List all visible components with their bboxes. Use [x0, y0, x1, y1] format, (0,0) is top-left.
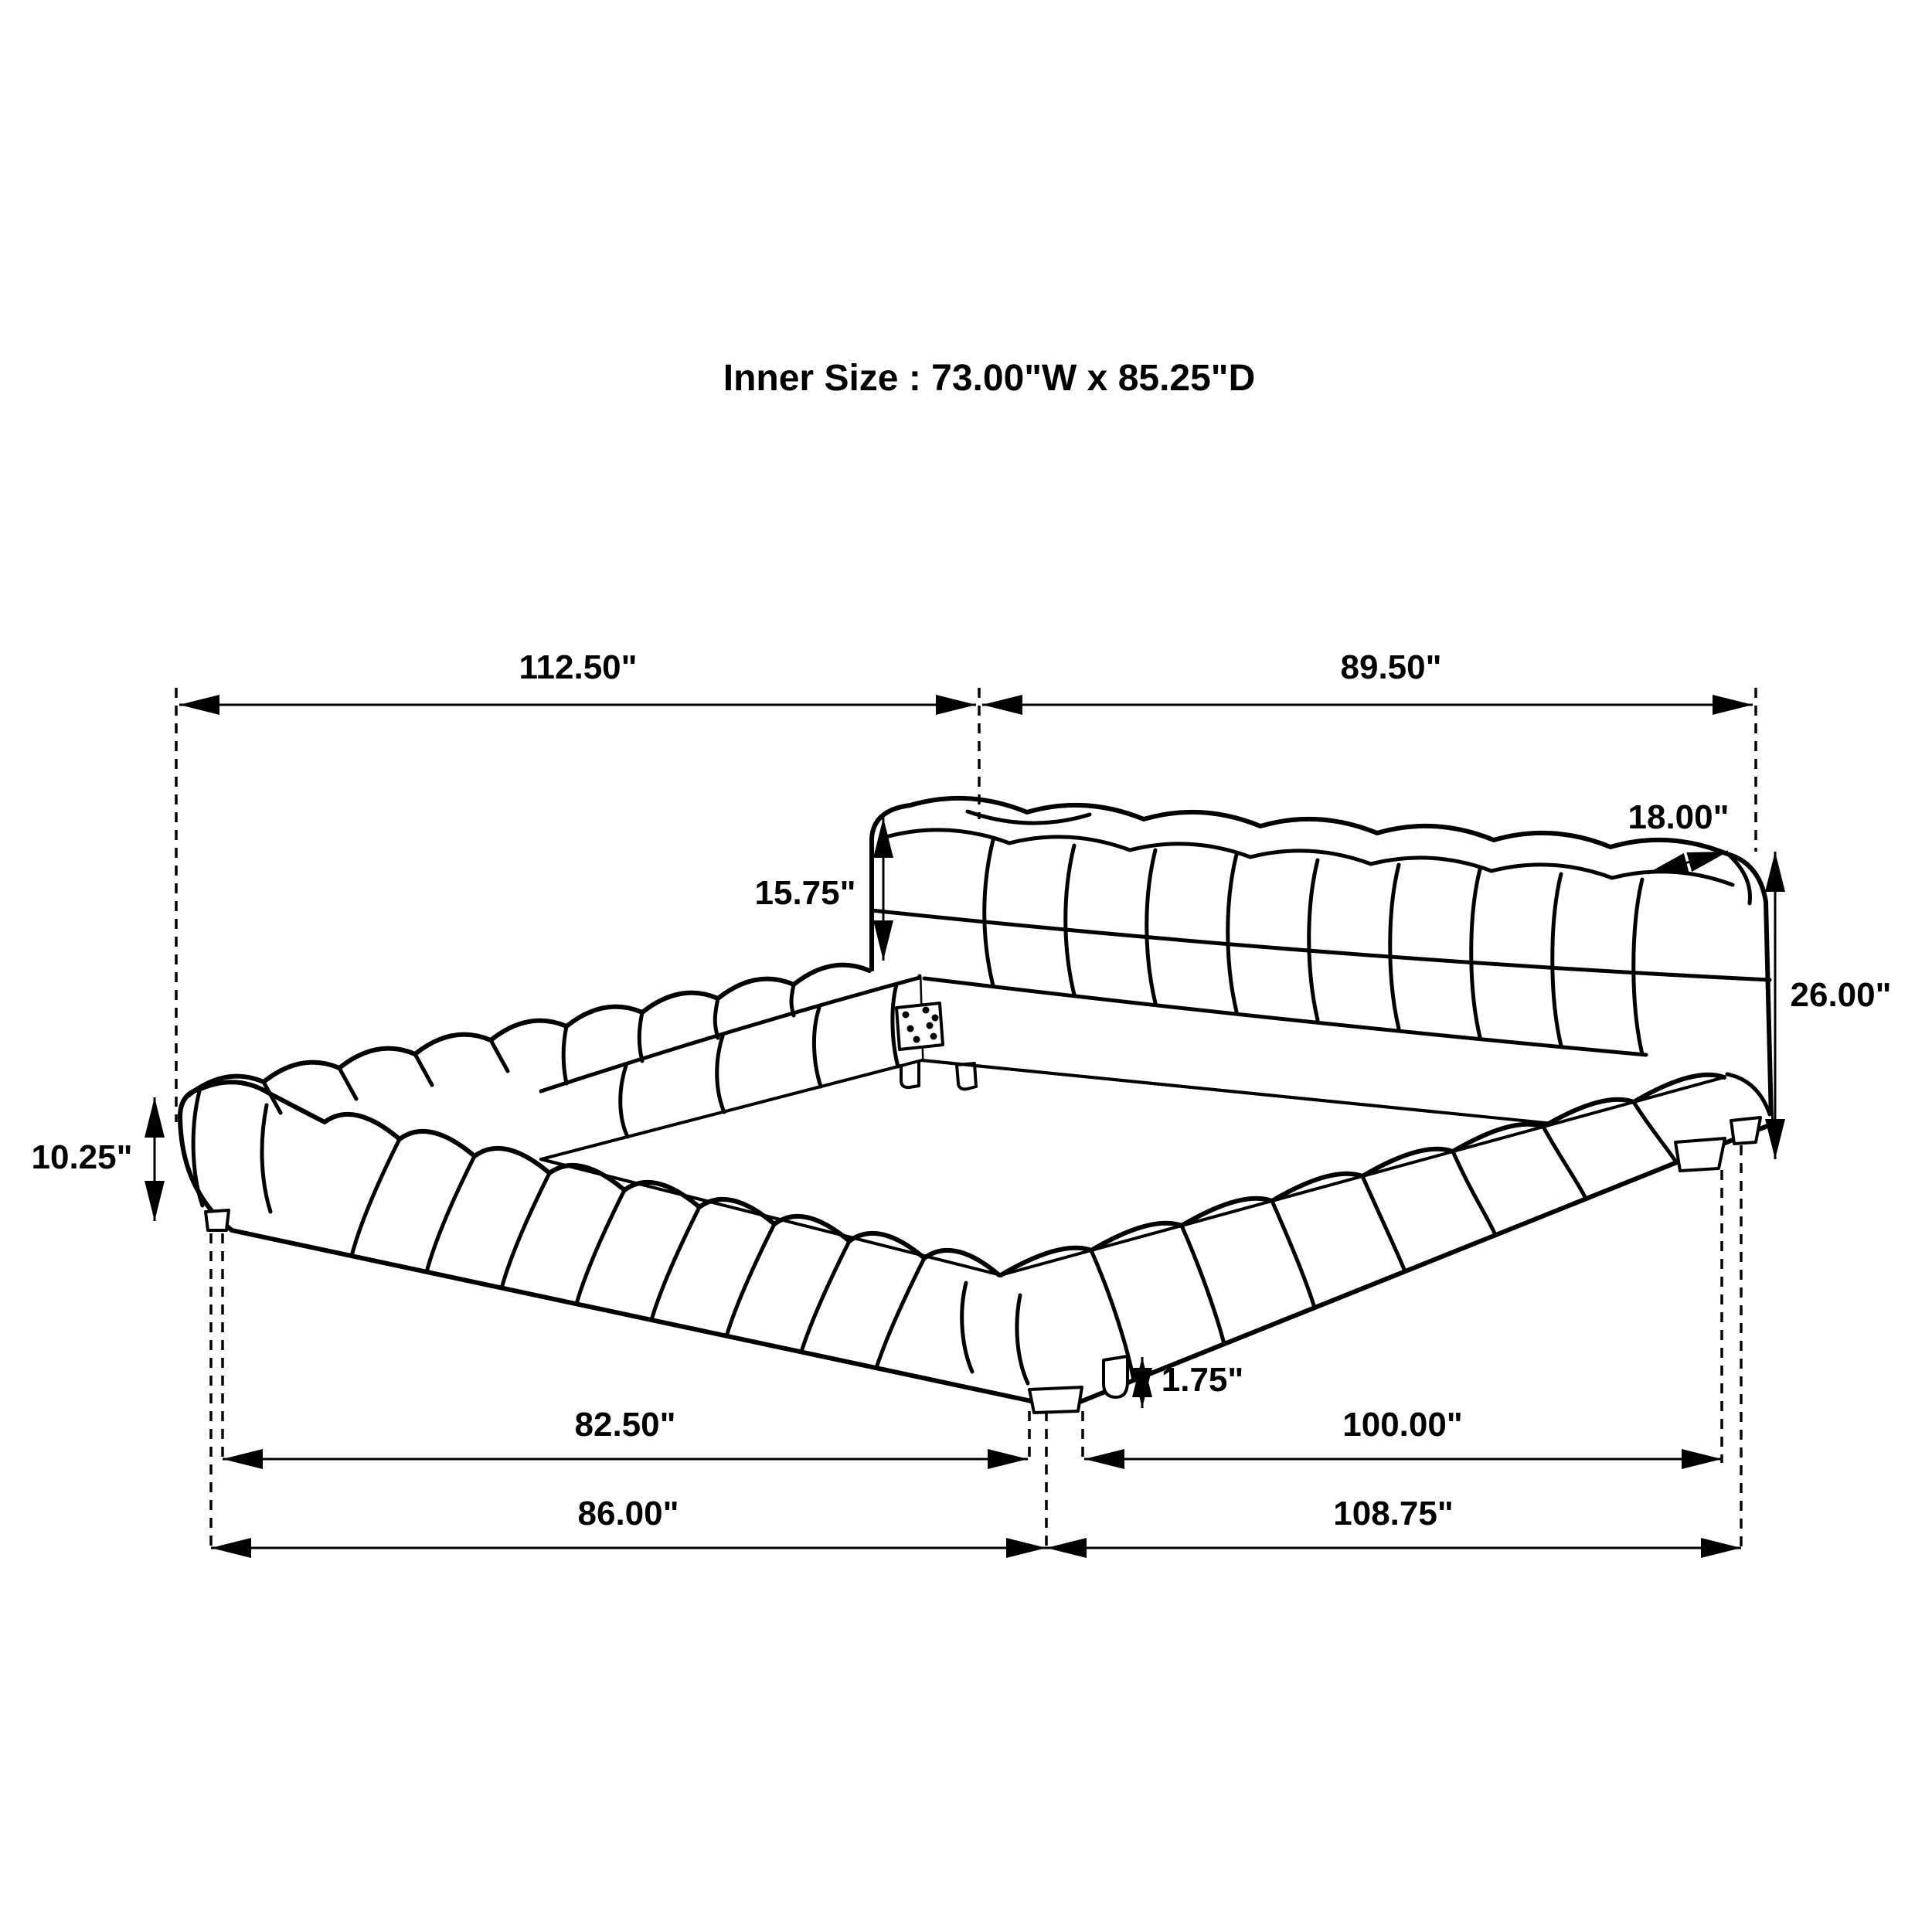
dim-label-rail-height: 10.25": [31, 1138, 133, 1176]
dim-label-total-width-right: 89.50": [1340, 648, 1442, 686]
south-corner-leg: [1029, 1387, 1082, 1413]
right-rail-leg: [1675, 1138, 1725, 1171]
dim-label-headboard-height: 26.00": [1790, 976, 1892, 1014]
bed-drawing: [180, 798, 1771, 1413]
dim-label-headboard-above-rail: 15.75": [754, 874, 856, 912]
dim-label-headboard-depth: 18.00": [1628, 798, 1730, 836]
diagram-title: Inner Size : 73.00"W x 85.25"D: [723, 358, 1256, 399]
dim-label-inner-length-left: 82.50": [574, 1406, 676, 1444]
dim-label-foot-height: 1.75": [1161, 1361, 1244, 1399]
right-rear-leg: [1731, 1117, 1760, 1144]
deck-support-foot: [957, 1063, 976, 1089]
dim-label-outer-length-right: 108.75": [1333, 1495, 1454, 1532]
dim-label-outer-length-left: 86.00": [577, 1495, 679, 1532]
dim-label-inner-length-right: 100.00": [1342, 1406, 1463, 1444]
dim-label-total-width-left: 112.50": [519, 648, 638, 686]
front-round-foot: [1104, 1356, 1128, 1397]
headboard-bracket: [896, 1003, 943, 1049]
west-corner-leg: [206, 1210, 229, 1230]
